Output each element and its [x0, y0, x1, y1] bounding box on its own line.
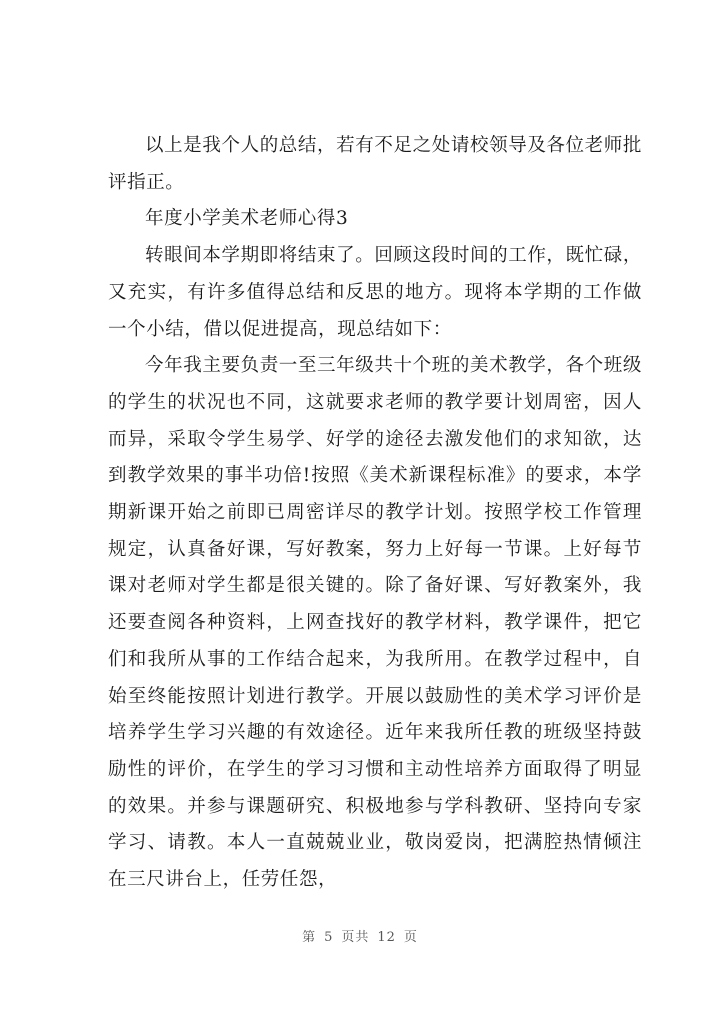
footer-prefix: 第	[302, 930, 317, 945]
footer-total-pages: 12	[377, 930, 396, 945]
footer-middle: 页共	[341, 930, 370, 945]
intro-paragraph: 转眼间本学期即将结束了。回顾这段时间的工作，既忙碌，又充实，有许多值得总结和反思的地方。现将本学期的工作做一个小结，借以促进提高，现总结如下：	[108, 245, 642, 340]
body-paragraph: 今年我主要负责一至三年级共十个班的美术教学，各个班级的学生的状况也不同，这就要求老师的教学要计划周密，因人而异，采取令学生易学、好学的途径去激发他们的求知欲，达到教学效果的事半功倍!按照《美术新课程标准》的要求，本学期新课开始之前即已周密详尽的教学计划。按照学校工作管理规定，认真备好课，写好教案，努力上好每一节课。上好每节课对老师对学生都是很关键的。除了备好课、写好教案外，我还要查阅各种资料，上网查找好的教学材料，教学课件，把它们和我所从事的工作结合起来，为我所用。在教学过程中，自始至终能按照计划进行教学。开展以鼓励性的美术学习评价是培养学生学习兴趣的有效途径。近年来我所任教的班级坚持鼓励性的评价，在学生的学习习惯和主动性培养方面取得了明显的效果。并参与课题研究、积极地参与学科教研、坚持向专家学习、请教。本人一直兢兢业业，敬岗爱岗，把满腔热情倾注在三尺讲台上，任劳任怨，	[108, 355, 642, 891]
closing-paragraph: 以上是我个人的总结，若有不足之处请校领导及各位老师批评指正。	[108, 135, 642, 193]
footer-suffix: 页	[403, 930, 418, 945]
page-footer	[0, 926, 720, 945]
section-heading: 年度小学美术老师心得3	[145, 208, 349, 230]
footer-current-page: 5	[324, 930, 334, 945]
document-body	[108, 128, 642, 899]
